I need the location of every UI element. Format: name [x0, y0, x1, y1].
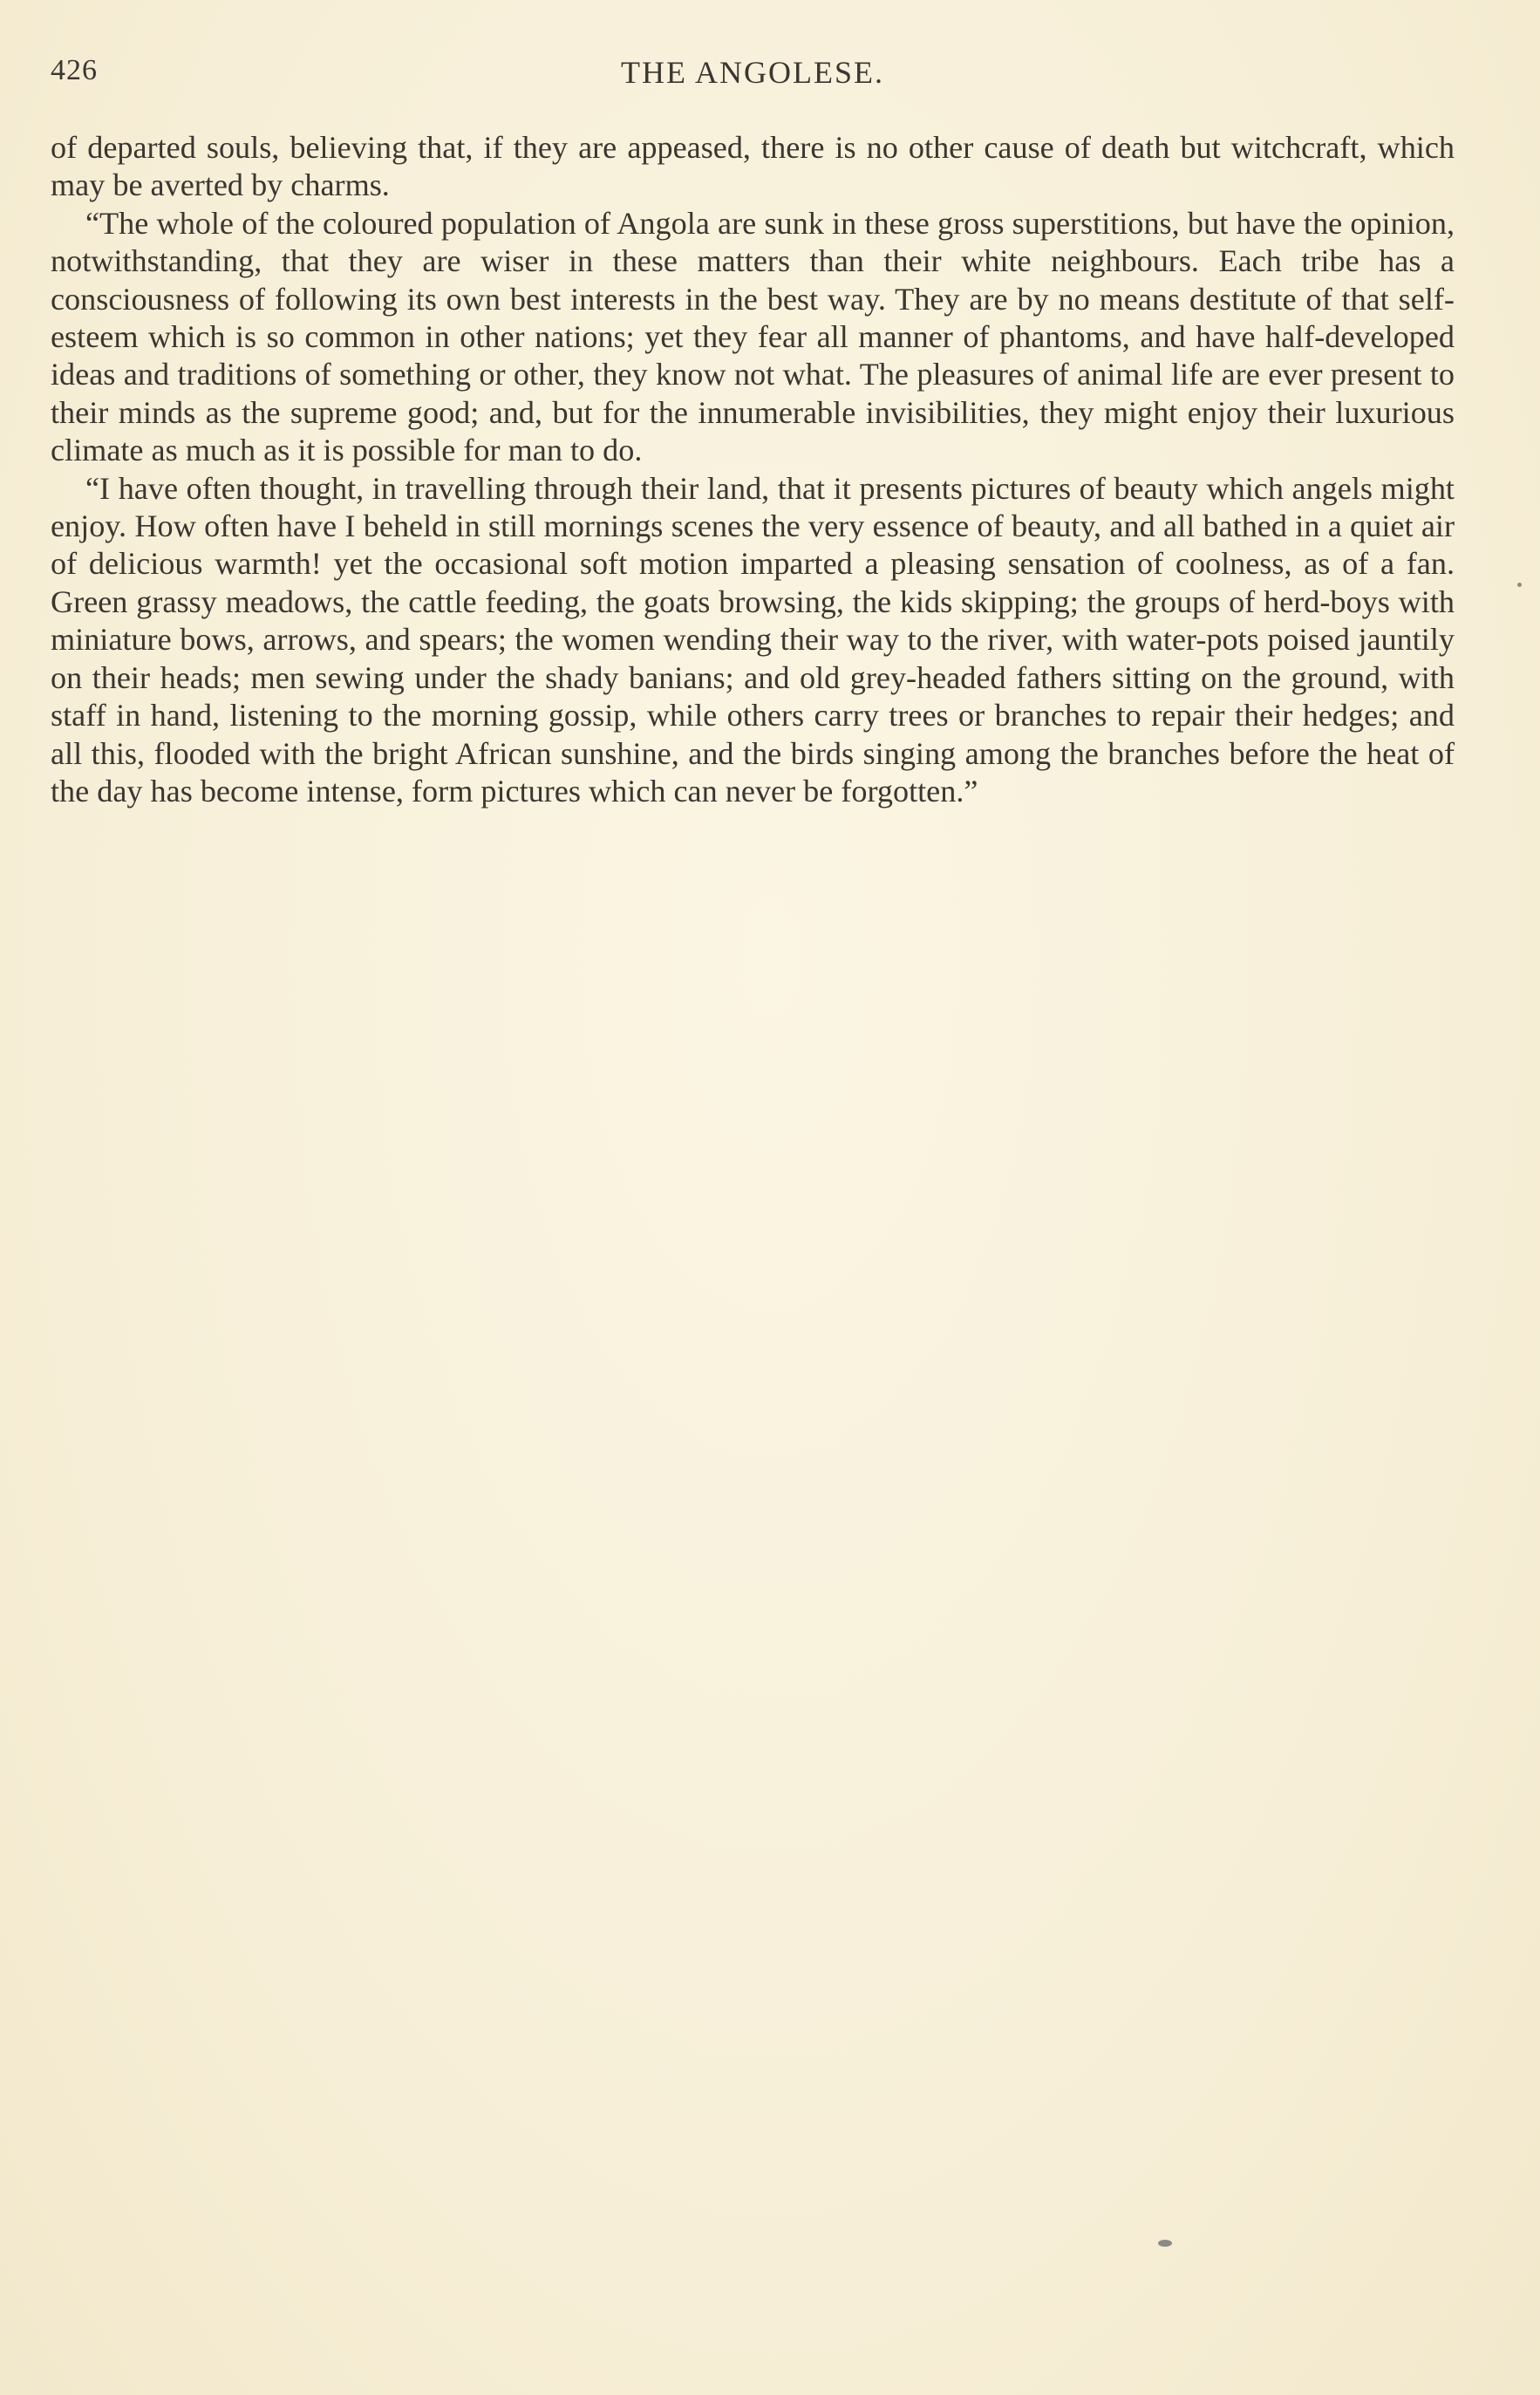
- paragraph-3: “I have often thought, in travelling through their land, that it presents pictures of beauty which angels might enjoy. How often have I beheld in still mornings scenes the very essence of beauty, and all bathed in a quiet air of delicious warmth! yet the occasional soft motion imparted a pleasing sensation of coolness, as of a fan. Green grassy meadows, the cattle feeding, the goats browsing, the kids skipping; the groups of herd-boys with miniature bows, arrows, and spears; the women wending their way to the river, with water-pots poised jauntily on their heads; men sewing under the shady banians; and old grey-headed fathers sitting on the ground, with staff in hand, listening to the morning gossip, while others carry trees or branches to repair their hedges; and all this, flooded with the bright African sunshine, and the birds singing among the branches before the heat of the day has become intense, form pictures which can never be forgotten.”: [51, 470, 1455, 809]
- running-head: [51, 54, 1455, 98]
- body-text: [51, 129, 1455, 810]
- paragraph-1: of departed souls, believing that, if they are appeased, there is no other cause of death but witchcraft, which may be averted by charms.: [51, 130, 1455, 203]
- running-title: THE ANGOLESE.: [621, 55, 884, 90]
- page-number: 426: [51, 54, 98, 86]
- paragraph-2: “The whole of the coloured population of Angola are sunk in these gross superstitions, but have the opinion, notwithstanding, that they are wiser in these matters than their white neighbours. Each tribe has a consciousness of following its own best interests in the best way. They are by no means destitute of that self-esteem which is so common in other nations; yet they fear all manner of phantoms, and have half-developed ideas and traditions of something or other, they know not what. The pleasures of animal life are ever present to their minds as the supreme good; and, but for the innumerable invisibilities, they might enjoy their luxurious climate as much as it is possible for man to do.: [51, 205, 1455, 468]
- paper-speck: [1517, 583, 1522, 587]
- paper-speck: [1158, 2240, 1172, 2247]
